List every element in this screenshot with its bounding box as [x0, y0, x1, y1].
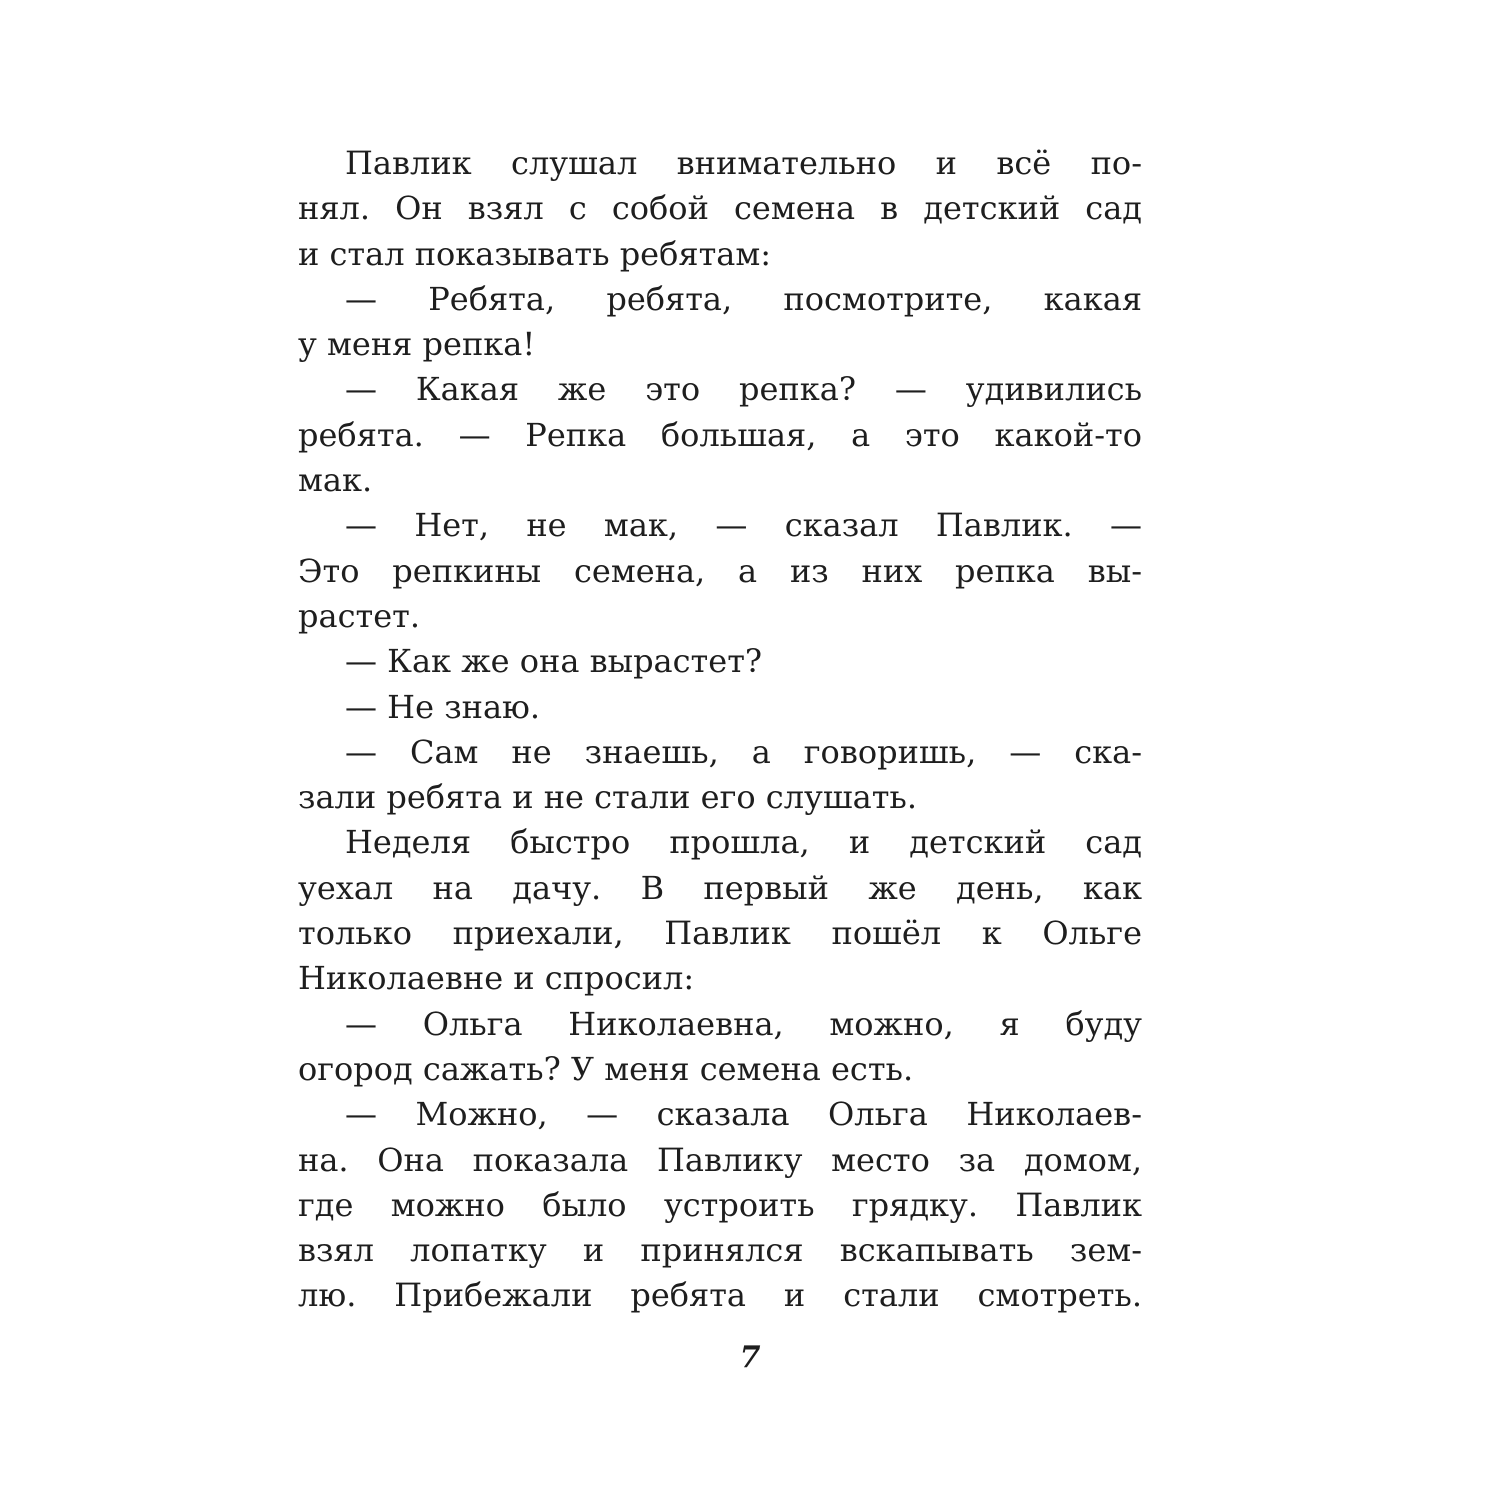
- page-number: 7: [739, 1340, 761, 1375]
- text-line: нял. Он взял с собой семена в детский сад: [298, 189, 1142, 228]
- text-line: — Ольга Николаевна, можно, я буду: [345, 1004, 1142, 1043]
- text-line: — Ребята, ребята, посмотрите, какая: [345, 279, 1142, 318]
- text-line: — Какая же это репка? — удивились: [345, 370, 1142, 409]
- text-line: Это репкины семена, а из них репка вы-: [298, 551, 1142, 590]
- text-line: взял лопатку и принялся вскапывать зем-: [298, 1231, 1142, 1270]
- text-line: — Как же она вырастет?: [345, 642, 763, 681]
- text-line: где можно было устроить грядку. Павлик: [298, 1185, 1142, 1224]
- text-line: — Можно, — сказала Ольга Николаев-: [345, 1095, 1142, 1134]
- text-line: и стал показывать ребятам:: [298, 234, 772, 273]
- text-line: только приехали, Павлик пошёл к Ольге: [298, 914, 1142, 953]
- text-line: Николаевне и спросил:: [298, 959, 695, 998]
- text-line: зали ребята и не стали его слушать.: [298, 778, 917, 817]
- text-line: растет.: [298, 596, 420, 635]
- text-line: — Не знаю.: [345, 687, 541, 726]
- text-line: — Нет, не мак, — сказал Павлик. —: [345, 506, 1142, 545]
- text-line: огород сажать? У меня семена есть.: [298, 1049, 914, 1088]
- text-line: у меня репка!: [298, 325, 536, 364]
- text-line: — Сам не знаешь, а говоришь, — ска-: [345, 732, 1142, 771]
- text-line: уехал на дачу. В первый же день, как: [298, 868, 1142, 907]
- text-line: лю. Прибежали ребята и стали смотреть.: [298, 1276, 1142, 1315]
- text-line: ребята. — Репка большая, а это какой-то: [298, 415, 1142, 454]
- text-line: мак.: [298, 461, 373, 500]
- text-line: на. Она показала Павлику место за домом,: [298, 1140, 1142, 1179]
- text-line: Неделя быстро прошла, и детский сад: [345, 823, 1142, 862]
- story-text: [298, 141, 1142, 1319]
- text-line: Павлик слушал внимательно и всё по-: [345, 144, 1142, 182]
